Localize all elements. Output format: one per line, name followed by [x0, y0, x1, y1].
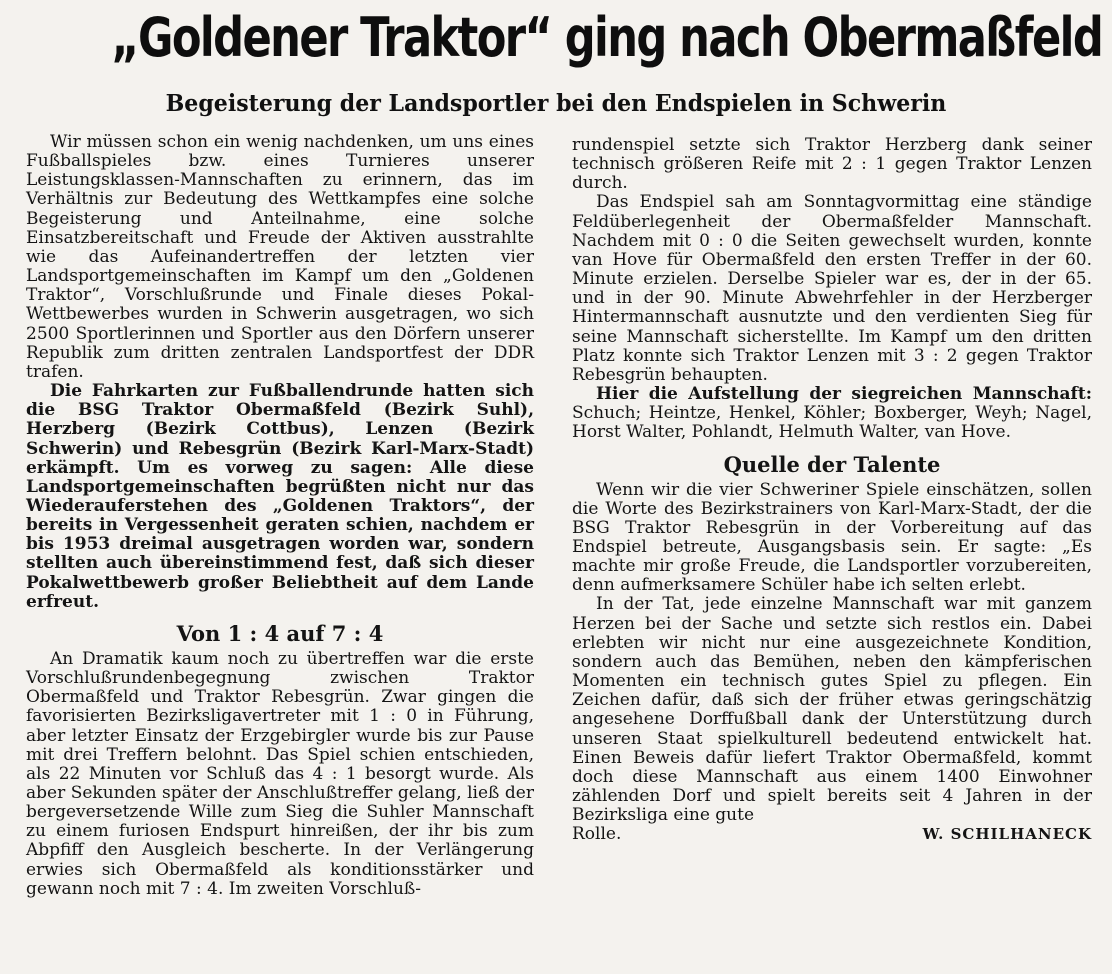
intro-paragraph: Wir müssen schon ein wenig nachdenken, um uns eines Fußballspieles bzw. eines Turnieres unserer Leistungsklassen-Mannschaften zu erinnern, das im Verhältnis zur Bedeutung des Wettkampfes eine solche Begeisterung und Anteilnahme, eine solche Einsatzbereitschaft und Freude der Aktiven ausstrahlte wie das Aufeinandertreffen der letzten vier Landsportgemeinschaften im Kampf um den „Goldenen Traktor“, Vorschlußrunde und Finale dieses Pokal-Wettbewerbes wurden in Schwerin ausgetragen, wo sich 2500 Sportlerinnen und Sportler aus den Dörfern unserer Republik zum dritten zentralen Landsportfest der DDR trafen. [26, 132, 534, 382]
lineup-players: Schuch; Heintze, Henkel, Köhler; Boxberger, Weyh; Nagel, Horst Walter, Pohlandt, Helmuth Walter, van Hove. [572, 403, 1092, 443]
signature-row [572, 825, 1092, 844]
lineup-label: Hier die Aufstellung der siegreichen Mannschaft: [596, 384, 1092, 405]
headline: „Goldener Traktor“ ging nach Obermaßfeld [111, 6, 1103, 69]
lineup-paragraph [572, 385, 1092, 442]
talent-paragraph: Wenn wir die vier Schweriner Spiele einschätzen, sollen die Worte des Bezirkstrainers von Karl-Marx-Stadt, der die BSG Traktor Rebesgrün in der Vorbereitung auf das Endspiel betreute, Ausgangsbasis sein. Er sagte: „Es machte mir große Freude, die Landsportler vorzubereiten, denn aufmerksamere Schüler habe ich selten erlebt. [572, 479, 1092, 596]
author-signature: W. SCHILHANECK [922, 825, 1092, 844]
closing-word: Rolle. [572, 824, 622, 845]
right-column [572, 136, 1092, 844]
left-column [26, 133, 534, 899]
subheadline: Begeisterung der Landsportler bei den Endspielen in Schwerin [165, 90, 947, 117]
qualification-paragraph: Die Fahrkarten zur Fußballendrunde hatten sich die BSG Traktor Obermaßfeld (Bezirk Suhl), Herzberg (Bezirk Cottbus), Lenzen (Bezirk Schwerin) und Rebesgrün (Bezirk Karl-Marx-Stadt) erkämpft. Um es vorweg zu sagen: Alle diese Landsportgemeinschaften begrüßten nicht nur das Wiederauferstehen des „Goldenen Traktors“, der bereits in Vergessenheit geraten schien, nachdem er bis 1953 dreimal ausgetragen worden war, sondern stellten auch übereinstimmend fest, daß sich dieser Pokalwettbewerb großer Beliebtheit auf dem Lande erfreut. [26, 381, 534, 612]
semifinal-paragraph: An Dramatik kaum noch zu übertreffen war die erste Vorschlußrundenbegegnung zwischen Traktor Obermaßfeld und Traktor Rebesgrün. Zwar gingen die favorisierten Bezirksligavertreter mit 1 : 0 in Führung, aber letzter Einsatz der Erzgebirgler wurde bis zur Pause mit drei Treffern belohnt. Das Spiel schien entschieden, als 22 Minuten vor Schluß das 4 : 1 besorgt wurde. Als aber Sekunden später der Anschlußtreffer gelang, ließ der bergeversetzende Wille zum Sieg die Suhler Mannschaft zu einem furiosen Endspurt hinreißen, der ihr bis zum Abpfiff den Ausgleich bescherte. In der Verlängerung erwies sich Obermaßfeld als konditionsstärker und gewann noch mit 7 : 4. Im zweiten Vorschluß- [26, 648, 534, 899]
section-title-von-1-4-auf-7-4: Von 1 : 4 auf 7 : 4 [176, 620, 384, 646]
semifinal-continuation-paragraph: rundenspiel setzte sich Traktor Herzberg dank seiner technisch größeren Reife mit 2 : 1 gegen Traktor Lenzen durch. [572, 135, 1092, 194]
final-paragraph: Das Endspiel sah am Sonntagvormittag eine ständige Feldüberlegenheit der Obermaßfelder Mannschaft. Nachdem mit 0 : 0 die Seiten gewechselt wurden, konnte van Hove für Obermaßfeld den ersten Treffer in der 60. Minute erzielen. Derselbe Spieler war es, der in der 65. und in der 90. Minute Abwehrfehler in der Herzberger Hintermannschaft ausnutzte und den verdienten Sieg für seine Mannschaft sicherstellte. Im Kampf um den dritten Platz konnte sich Traktor Lenzen mit 3 : 2 gegen Traktor Rebesgrün behaupten. [572, 192, 1092, 385]
conclusion-paragraph: In der Tat, jede einzelne Mannschaft war mit ganzem Herzen bei der Sache und setzte sich restlos ein. Dabei erlebten wir nicht nur eine ausgezeichnete Kondition, sondern auch das Bemühen, neben den kämpferischen Momenten ein technisch gutes Spiel zu pflegen. Ein Zeichen dafür, daß sich der früher etwas geringschätzig angesehene Dorffußball dank der Unterstützung durch unseren Staat spielkulturell bedeutend entwickelt hat. Einen Beweis dafür liefert Traktor Obermaßfeld, kommt doch diese Mannschaft aus einem 1400 Einwohner zählenden Dorf und spielt bereits seit 4 Jahren in der Bezirksliga eine gute [572, 594, 1092, 826]
section-title-quelle-der-talente: Quelle der Talente [723, 451, 941, 477]
